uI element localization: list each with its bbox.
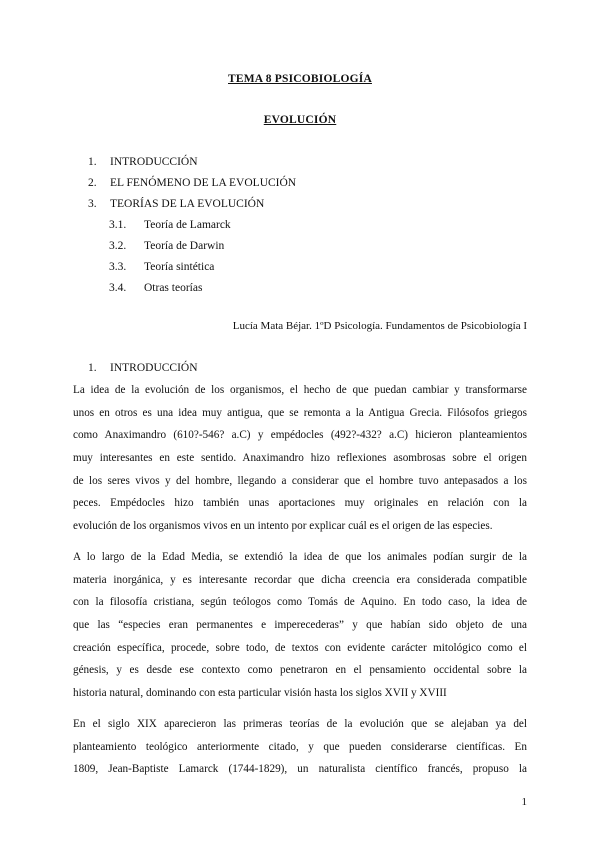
paragraph-line: La idea de la evolución de los organismos, el hecho de que puedan cambiar y transformarse (73, 384, 527, 396)
paragraph-line: génesis, y es desde ese contexto como penetraron en el pensamiento occidental sobre la (73, 664, 527, 677)
toc-item-number: 1. (88, 156, 97, 168)
section-heading (88, 362, 198, 374)
paragraph-line: 1809, Jean-Baptiste Lamarck (1744-1829), un naturalista científico francés, propuso la (73, 763, 527, 776)
toc-subitem-label: Teoría de Lamarck (144, 219, 231, 231)
paragraph-line: de los seres vivos y del hombre, llegando a considerar que el hombre tuvo antepasados a los (73, 474, 527, 487)
paragraph-line: A lo largo de la Edad Media, se extendió la idea de que los animales podían surgir de la (73, 551, 527, 563)
section-title: INTRODUCCIÓN (110, 362, 198, 374)
toc-subitem-label: Teoría sintética (144, 261, 215, 273)
toc-item-label: TEORÍAS DE LA EVOLUCIÓN (110, 198, 265, 210)
toc-item-number: 3. (88, 198, 97, 210)
author-line: Lucía Mata Béjar. 1ºD Psicología. Fundamentos de Psicobiología I (232, 320, 527, 332)
paragraph-line: muy interesantes en este sentido. Anaximandro hizo reflexiones asombrosas sobre el origen (73, 452, 527, 465)
paragraph-line: con la filosofía cristiana, según teólogos como Tomás de Aquino. En todo caso, la idea de (73, 596, 527, 609)
page-number: 1 (521, 796, 527, 808)
paragraph-line: que las “especies eran permanentes e imperecederas” y que habían sido objeto de una (73, 619, 527, 632)
toc-subitem-number: 3.4. (109, 282, 127, 294)
toc-subitem-label: Otras teorías (144, 282, 203, 294)
paragraph-line: unos en otros es una idea muy antigua, que se remonta a la Antigua Grecia. Filósofos griegos (73, 406, 527, 419)
toc-subitem-number: 3.2. (109, 240, 127, 252)
paragraph (73, 713, 527, 781)
section-number: 1. (88, 362, 97, 374)
paragraph-line: creación específica, procede, sobre todo, de textos con evidente carácter mitológico como el (73, 641, 527, 654)
paragraph (73, 379, 527, 538)
paragraph-line: evolución de los organismos vivos en un intento por explicar cuál es el origen de las especies. (73, 520, 493, 533)
toc-item-number: 2. (88, 177, 97, 189)
paragraph-line: planteamiento teológico anteriormente citado, y que pueden considerarse científicas. En (73, 740, 527, 753)
document-title: TEMA 8 PSICOBIOLOGÍA (228, 73, 372, 85)
paragraph-line: materia inorgánica, y es interesante recordar que dicha creencia era considerada compatible (73, 573, 527, 586)
toc-subitem-number: 3.1. (109, 219, 127, 231)
paragraph-line: historia natural, dominando con esta particular visión hasta los siglos XVII y XVIII (73, 687, 447, 700)
toc-subitem-label: Teoría de Darwin (144, 240, 225, 252)
toc-subitem-number: 3.3. (109, 261, 127, 273)
paragraph-line: En el siglo XIX aparecieron las primeras teorías de la evolución que se alejaban ya del (73, 718, 527, 730)
paragraph (73, 546, 527, 705)
toc-item-label: INTRODUCCIÓN (110, 156, 198, 168)
paragraph-line: como Anaximandro (610?-546? a.C) y empédocles (492?-432? a.C) hicieron planteamientos (73, 429, 527, 442)
paragraph-line: peces. Empédocles hizo también unas aportaciones muy originales en relación con la (73, 497, 527, 510)
document-subtitle: EVOLUCIÓN (263, 114, 337, 126)
toc-item-label: EL FENÓMENO DE LA EVOLUCIÓN (110, 177, 297, 189)
